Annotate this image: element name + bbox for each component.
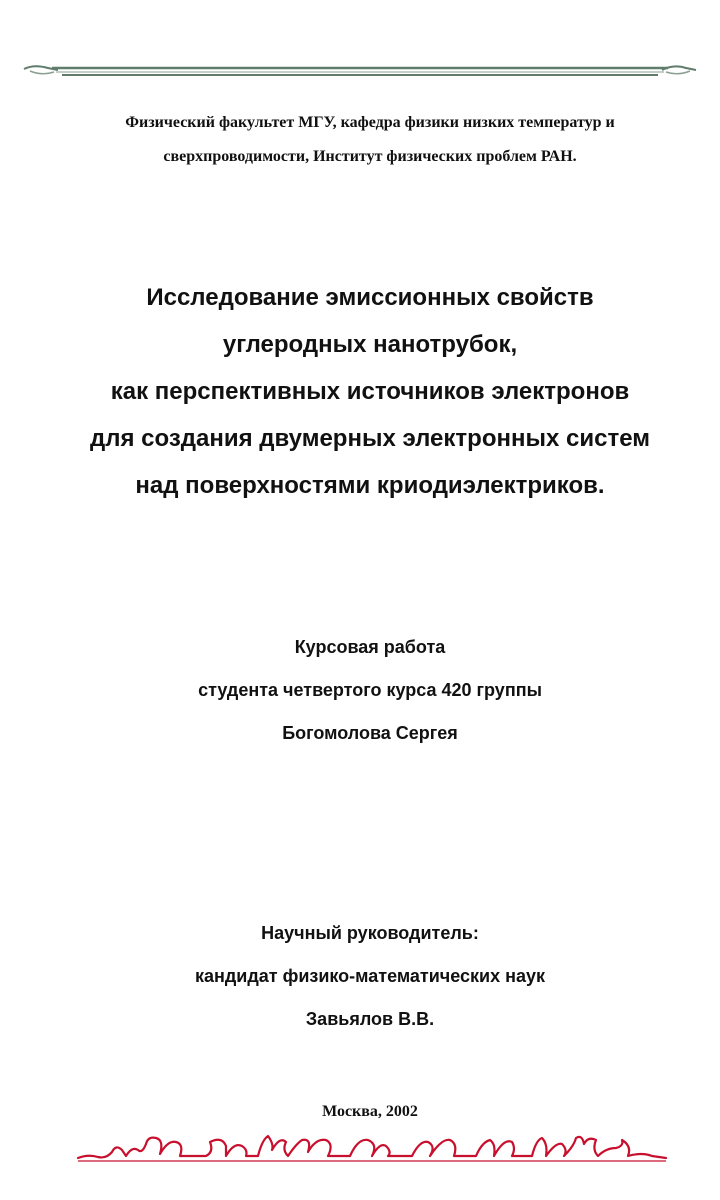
student-name: Богомолова Сергея [282,723,458,743]
city-year: Москва, 2002 [322,1103,418,1120]
advisor-label: Научный руководитель: [261,923,479,943]
institution-heading [40,106,700,174]
student-info: студента четвертого курса 420 группы [198,680,542,700]
paper-title [40,274,700,509]
title-line-5: над поверхностями криодиэлектриков. [135,472,605,499]
title-line-2: углеродных нанотрубок, [222,331,518,358]
bottom-ornament-border [76,1130,668,1164]
title-line-1: Исследование эмиссионных свойств [146,284,594,311]
advisor-name: Завьялов В.В. [305,1009,435,1029]
title-line-4: для создания двумерных электронных систем [90,425,650,452]
top-divider-ornament [22,58,698,84]
work-info-block [40,626,700,755]
institution-line-1: Физический факультет МГУ, кафедра физики низких температур и [125,114,615,131]
work-type: Курсовая работа [294,637,446,657]
advisor-degree: кандидат физико-математических наук [194,966,546,986]
advisor-block [40,912,700,1041]
title-line-3: как перспективных источников электронов [110,378,630,405]
institution-line-2: сверхпроводимости, Институт физических проблем РАН. [163,148,577,165]
